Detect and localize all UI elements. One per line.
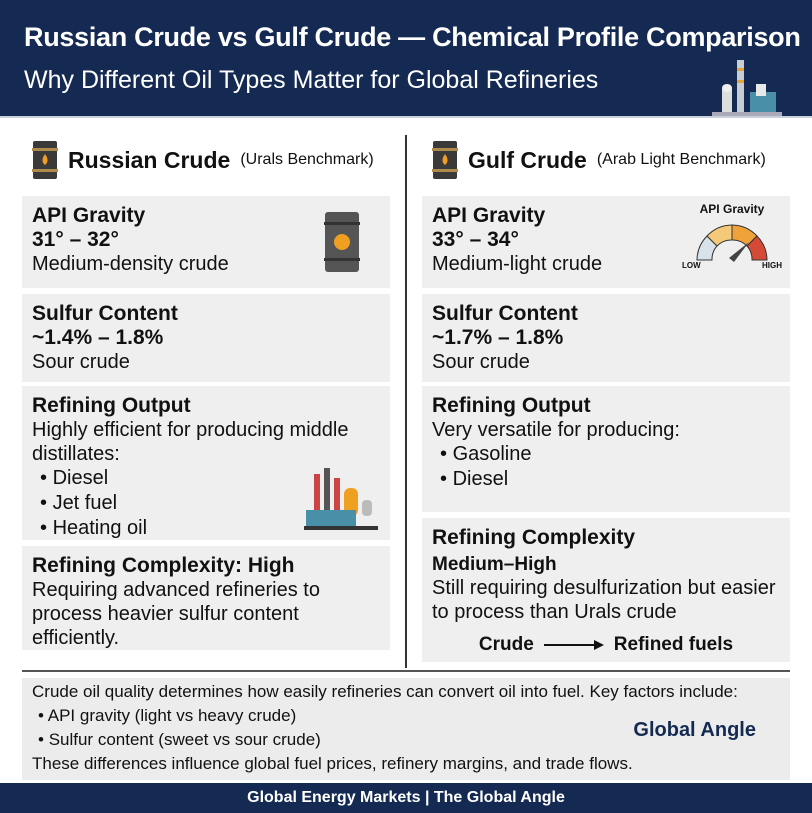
refinery-icon <box>712 58 782 116</box>
gulf-crude-heading: Gulf Crude (Arab Light Benchmark) <box>432 140 766 180</box>
russian-complexity-card: Refining Complexity: High Requiring advanced refineries to process heavier sulfur content efficiently. <box>22 546 390 650</box>
refinery-icon <box>304 460 378 530</box>
header <box>0 0 812 118</box>
russian-crude-heading: Russian Crude (Urals Benchmark) <box>32 140 374 180</box>
brand-label: Global Angle <box>633 719 756 741</box>
gulf-output-card: Refining Output Very versatile for producing: • Gasoline • Diesel <box>422 386 790 512</box>
gulf-complexity-card: Refining Complexity Medium–High Still requiring desulfurization but easier to process than Urals crude Crude Refined fuels <box>422 518 790 662</box>
oil-barrel-icon <box>32 140 58 180</box>
page-title: Russian Crude vs Gulf Crude — Chemical Profile Comparison <box>24 22 801 52</box>
summary-box: Crude oil quality determines how easily refineries can convert oil into fuel. Key factors include: • API gravity (light vs heavy crude) • Sulfur content (sweet vs sour crude) These differences influence global fuel prices, refinery margins, and trade flows. Global Angle <box>22 678 790 780</box>
russian-api-card: API Gravity 31° – 32° Medium-density crude <box>22 196 390 288</box>
arrow-right-icon <box>544 640 604 650</box>
column-divider <box>405 135 407 668</box>
oil-barrel-icon <box>432 140 458 180</box>
russian-output-card: Refining Output Highly efficient for producing middle distillates: • Diesel • Jet fuel • Heating oil <box>22 386 390 540</box>
section-divider <box>22 670 790 672</box>
process-flow: Crude Refined fuels <box>478 634 734 655</box>
gauge-icon <box>687 216 777 264</box>
footer: Global Energy Markets | The Global Angle <box>0 783 812 813</box>
russian-sulfur-card: Sulfur Content ~1.4% – 1.8% Sour crude <box>22 294 390 382</box>
api-gravity-gauge: API Gravity LOW HIGH <box>682 202 782 270</box>
oil-barrel-icon <box>324 210 360 274</box>
gulf-api-card: API Gravity 33° – 34° Medium-light crude API Gravity LOW HIGH <box>422 196 790 288</box>
page-subtitle: Why Different Oil Types Matter for Global Refineries <box>24 66 599 94</box>
gulf-sulfur-card: Sulfur Content ~1.7% – 1.8% Sour crude <box>422 294 790 382</box>
